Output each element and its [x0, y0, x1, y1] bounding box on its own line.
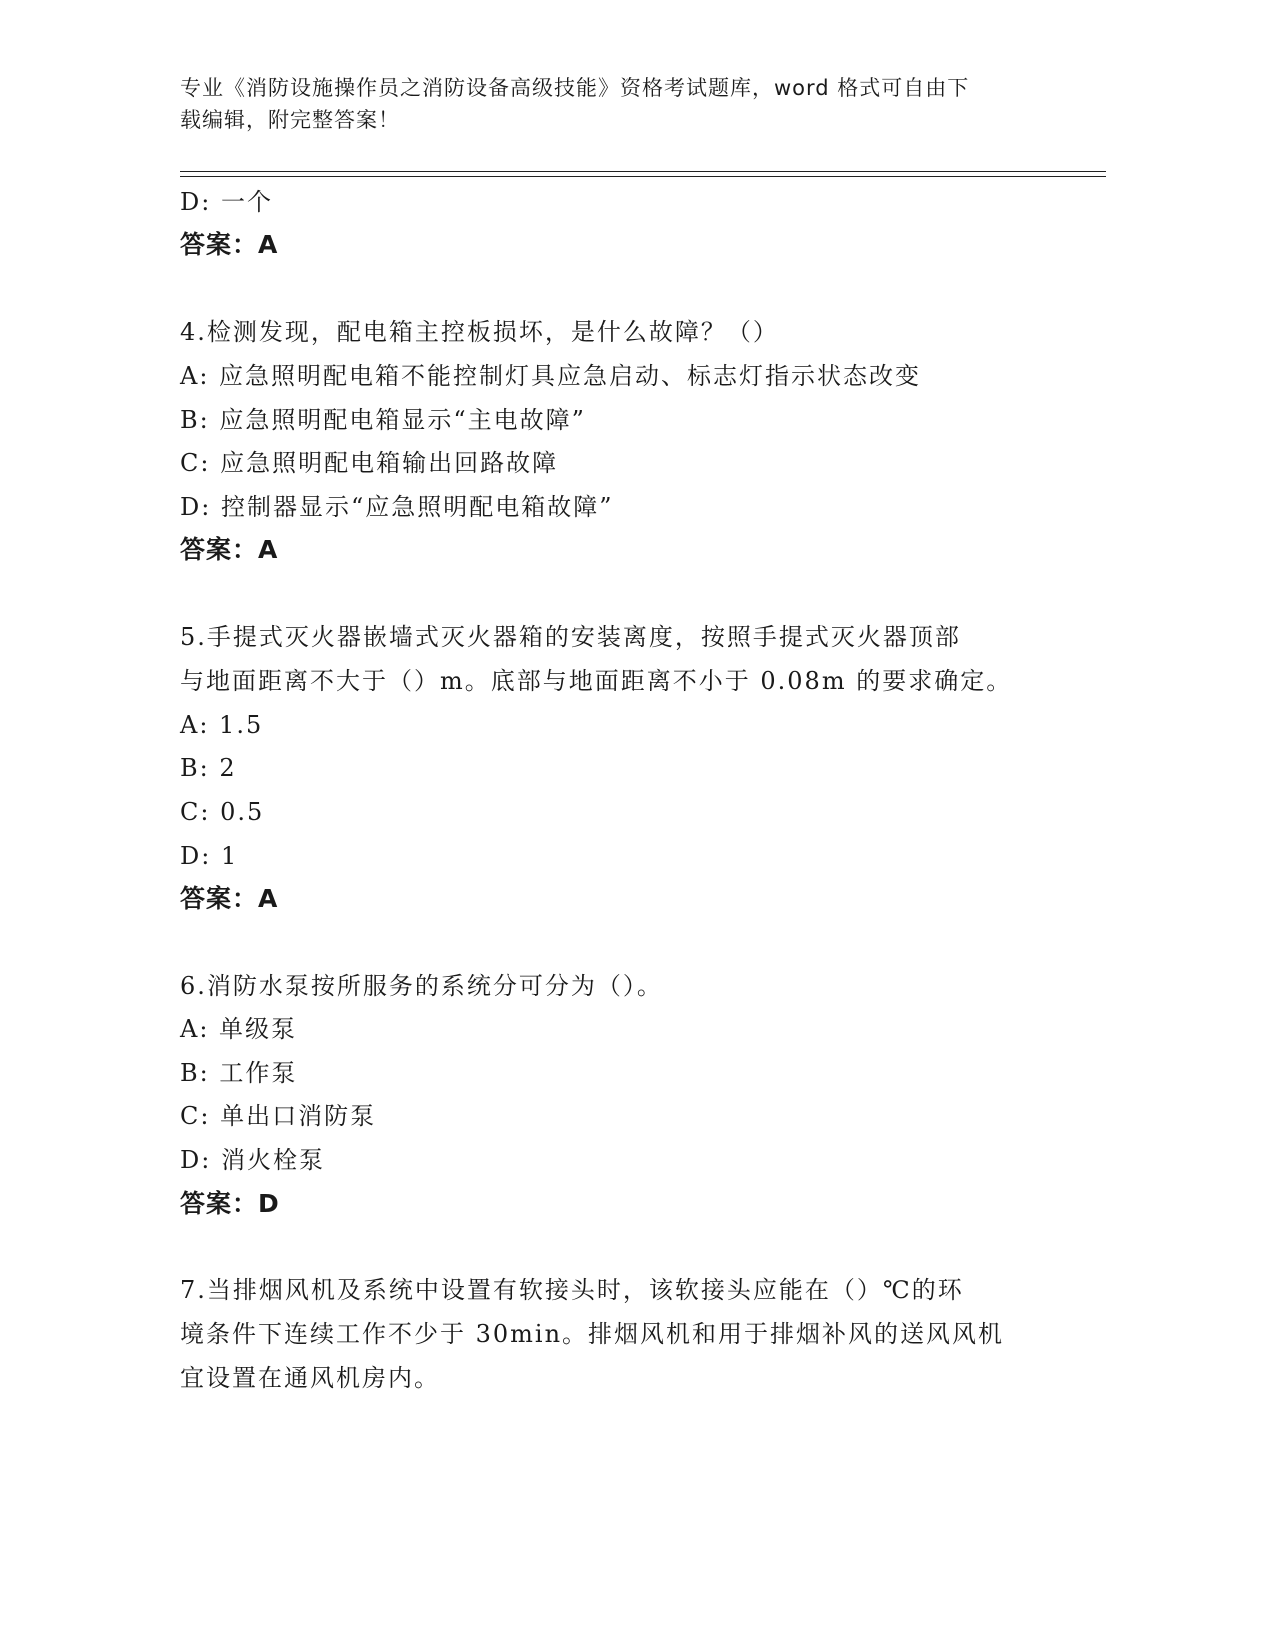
q6-option-c: C: 单出口消防泵 [180, 1102, 377, 1130]
q4-stem: 4.检测发现，配电箱主控板损坏，是什么故障？（） [180, 318, 779, 346]
q4-option-b: B: 应急照明配电箱显示“主电故障” [180, 406, 586, 434]
header-line-1: 专业《消防设施操作员之消防设备高级技能》资格考试题库，word 格式可自由下 [180, 76, 970, 100]
q4-option-d: D: 控制器显示“应急照明配电箱故障” [180, 493, 614, 521]
q5-stem-line-1: 5.手提式灭火器嵌墙式灭火器箱的安装离度，按照手提式灭火器顶部 [180, 623, 961, 651]
q5-option-a: A: 1.5 [180, 711, 264, 739]
header-line-2: 载编辑，附完整答案！ [180, 108, 400, 132]
q5-option-c: C: 0.5 [180, 798, 265, 826]
q6-stem: 6.消防水泵按所服务的系统分可分为（）。 [180, 972, 663, 1000]
q5-answer: 答案：A [180, 884, 279, 913]
q7-stem-line-3: 宜设置在通风机房内。 [180, 1364, 440, 1392]
q5-option-d: D: 1 [180, 842, 239, 870]
document-header [180, 72, 1040, 136]
q5-option-b: B: 2 [180, 754, 237, 782]
q5-stem-line-2: 与地面距离不大于（）m。底部与地面距离不小于 0.08m 的要求确定。 [180, 667, 1013, 695]
header-divider-top [180, 171, 1106, 172]
q7-stem-line-1: 7.当排烟风机及系统中设置有软接头时，该软接头应能在（）℃的环 [180, 1276, 964, 1304]
q4-option-a: A: 应急照明配电箱不能控制灯具应急启动、标志灯指示状态改变 [180, 362, 922, 390]
q4-answer: 答案：A [180, 535, 279, 564]
q3-answer: 答案：A [180, 230, 279, 259]
q4-option-c: C: 应急照明配电箱输出回路故障 [180, 449, 559, 477]
q6-option-a: A: 单级泵 [180, 1015, 298, 1043]
q6-option-b: B: 工作泵 [180, 1059, 298, 1087]
q3-option-d: D: 一个 [180, 188, 273, 216]
q6-answer: 答案：D [180, 1189, 280, 1218]
q6-option-d: D: 消火栓泵 [180, 1146, 325, 1174]
header-divider-bottom [180, 176, 1106, 177]
q7-stem-line-2: 境条件下连续工作不少于 30min。排烟风机和用于排烟补风的送风风机 [180, 1320, 1005, 1348]
